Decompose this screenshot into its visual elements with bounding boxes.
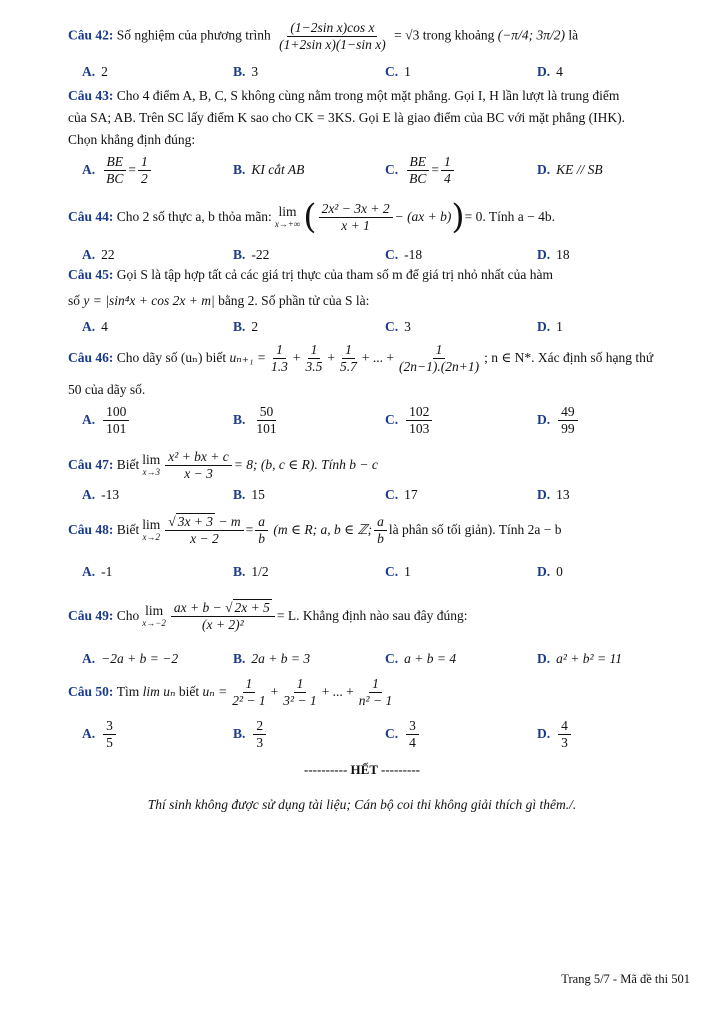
option-d[interactable]: D. 18 [537, 247, 570, 262]
option-b[interactable]: B. -22 [233, 247, 270, 262]
option-d[interactable]: D. KE // SB [537, 162, 603, 177]
option-d[interactable]: D. 0 [537, 564, 563, 579]
limit: lim x→+∞ [274, 204, 301, 229]
option-c[interactable]: C. $\frac{3}{4}$ [385, 714, 421, 754]
option-c[interactable]: C. -18 [385, 247, 423, 262]
option-d[interactable]: D. 1 [537, 319, 563, 334]
option-a[interactable]: A. -1 [82, 564, 113, 579]
option-a[interactable]: A. $\frac{BE}{BC}$ = $\frac{1}{2}$ [82, 150, 153, 190]
option-b[interactable]: B. $\frac{50}{101}$ [233, 403, 277, 436]
options-49 [68, 648, 700, 670]
option-d[interactable]: D. $\frac{49}{99}$ [537, 400, 580, 440]
option-a[interactable]: A. −2a + b = −2 [82, 651, 179, 666]
question-45: Câu 45: Gọi S là tập hợp tất cả các giá trị thực của tham số m để giá trị nhỏ nhất của hàm số y = |sin⁴x + cos 2x + m| bằng 2. Số phần tử của S là: [68, 267, 553, 308]
options-47 [68, 484, 700, 506]
question-47: Câu 47: Biết lim x→3 $\frac{\text{x² + bx + c}}{x - 3}$ = 8; (b, c ∈ R). Tính b − c [68, 448, 378, 481]
question-49: Câu 49: Cho lim x→−2 $\frac{ax + b - √ 2x + 5}{\text{(x + 2)²}}$ = L. Khẳng định nào sau đây đúng: [68, 599, 468, 632]
option-a[interactable]: A. 2 [82, 64, 108, 79]
question-44: Câu 44: Cho 2 số thực a, b thỏa mãn: lim x→+∞ ( $\frac{\text{2x² − 3x + 2}}{x + 1}$ − (ax + b) ) = 0. Tính a − 4b. [68, 197, 556, 237]
page-footer: Trang 5/7 - Mã đề thi 501 [561, 972, 690, 986]
option-c[interactable]: C. 1 [385, 564, 411, 579]
options-43 [68, 150, 700, 190]
options-44 [68, 244, 700, 266]
question-label: Câu 42: [68, 27, 114, 43]
options-46 [68, 400, 700, 440]
option-b[interactable]: B. 1/2 [233, 564, 269, 579]
option-b[interactable]: B. $\frac{2}{3}$ [233, 714, 268, 754]
option-a[interactable]: A. 22 [82, 247, 115, 262]
option-d[interactable]: D. 4 [537, 64, 563, 79]
option-b[interactable]: B. 2 [233, 319, 259, 334]
options-45 [68, 316, 700, 338]
end-marker: ---------- HẾT --------- [304, 762, 420, 777]
option-a[interactable]: A. $\frac{3}{5}$ [82, 714, 118, 754]
question-50: Câu 50: Tìm lim uₙ biết uₙ = $\frac{1}{\text{2² − 1}}$ + $\frac{1}{\text{3² − 1}}$ + ... + $\frac{1}{\text{n² − 1}}$ [68, 675, 393, 708]
question-46-line2: 50 của dãy số. [68, 382, 146, 397]
option-c[interactable]: C. $\frac{BE}{BC}$ = $\frac{1}{4}$ [385, 150, 456, 190]
options-50 [68, 714, 700, 754]
exam-note: Thí sinh không được sử dụng tài liệu; Cán bộ coi thi không giải thích gì thêm./. [147, 797, 577, 812]
option-d[interactable]: D. $\frac{4}{3}$ [537, 714, 573, 754]
equation-fraction: $\frac{\text{(1−2sin x)cos x}}{\text{(1+2sin x)(1−sin x)}}$ [279, 20, 386, 52]
options-48 [68, 552, 700, 592]
option-c[interactable]: C. a + b = 4 [385, 651, 457, 666]
option-a[interactable]: A. $\frac{100}{101}$ [82, 400, 131, 440]
options-42 [68, 58, 700, 86]
question-46: Câu 46: Cho dãy số (uₙ) biết uₙ₊₁ = $\frac{1}{1.3}$ + $\frac{1}{3.5}$ + $\frac{1}{5.7}$ + ... + $\frac{1}{(2n-1).(2n+1)}$ ; n ∈ N*. Xác định số hạng thứ [68, 341, 654, 374]
option-b[interactable]: B. KI cắt AB [233, 162, 305, 177]
question-48: Câu 48: Biết lim x→2 $\frac{√ 3x + 3 - m}{x - 2}$ = $\frac{a}{b}$ (m ∈ R; a, b ∈ ℤ; $\frac{a}{b}$ là phân số tối giản). Tính 2a − b [68, 513, 562, 546]
option-a[interactable]: A. -13 [82, 487, 120, 502]
option-d[interactable]: D. 13 [537, 487, 570, 502]
option-c[interactable]: C. 1 [385, 64, 411, 79]
option-b[interactable]: B. 3 [233, 64, 259, 79]
option-c[interactable]: C. $\frac{102}{103}$ [385, 400, 434, 440]
question-43: Câu 43: Cho 4 điểm A, B, C, S không cùng nằm trong một mặt phẳng. Gọi I, H lần lượt là trung điểm của SA; AB. Trên SC lấy điểm K sao cho CK = 3KS. Gọi E là giao điểm của BC với mặt phẳng (IHK). Chọn khẳng định đúng: [68, 88, 625, 147]
option-b[interactable]: B. 2a + b = 3 [233, 651, 311, 666]
option-a[interactable]: A. 4 [82, 319, 108, 334]
question-42: Câu 42: Số nghiệm của phương trình $\frac{\text{(1−2sin x)cos x}}{\text{(1+2sin x)(1−sin x)}}$ = √3 trong khoảng (−π/4; 3π/2) là [68, 20, 579, 52]
option-c[interactable]: C. 3 [385, 319, 411, 334]
option-b[interactable]: B. 15 [233, 487, 265, 502]
option-d[interactable]: D. a² + b² = 11 [537, 651, 622, 666]
option-c[interactable]: C. 17 [385, 487, 418, 502]
